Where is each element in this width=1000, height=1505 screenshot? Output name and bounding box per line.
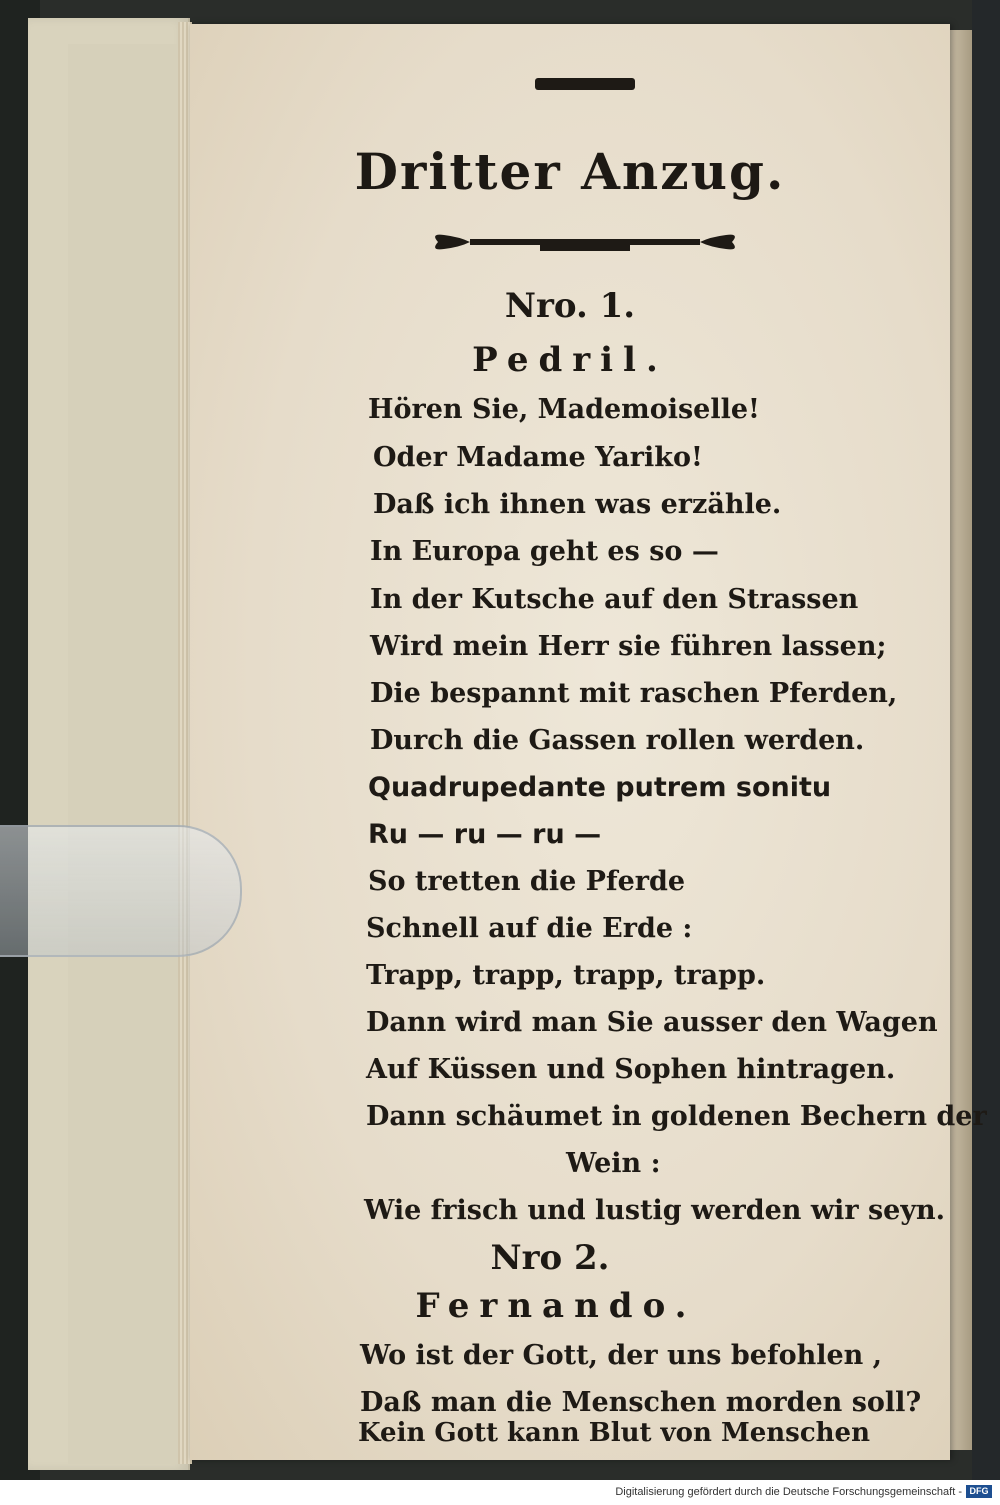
verse-line: Dann wird man Sie ausser den Wagen (366, 1007, 938, 1038)
verse-line-turnover: Wein : (566, 1148, 661, 1179)
book-cover (28, 18, 190, 1470)
verse-line: Daß man die Menschen morden soll? (360, 1387, 922, 1418)
section-number-1: Nro. 1. (504, 286, 636, 326)
verse-line: Durch die Gassen rollen werden. (370, 725, 865, 756)
speaker-name-1: Pedril. (472, 340, 668, 380)
verse-line: Hören Sie, Mademoiselle! (368, 394, 760, 425)
verse-line: Die bespannt mit raschen Pferden, (370, 678, 898, 709)
dfg-logo: DFG (966, 1485, 992, 1498)
verse-line: Oder Madame Yariko! (373, 442, 703, 473)
verse-line: Wo ist der Gott, der uns befohlen , (360, 1340, 883, 1371)
verse-line: In der Kutsche auf den Strassen (370, 584, 859, 615)
verse-line: Kein Gott kann Blut von Menschen (358, 1418, 871, 1448)
footer-credit: Digitalisierung gefördert durch die Deutsche Forschungsgemeinschaft - (615, 1486, 962, 1498)
verse-line: Wie frisch und lustig werden wir seyn. (364, 1195, 946, 1226)
book-board-right (972, 0, 1000, 1480)
page-lower-overlay (190, 24, 950, 1460)
verse-line: Wird mein Herr sie führen lassen; (370, 631, 887, 662)
verse-line: In Europa geht es so — (370, 536, 719, 567)
verse-line: Dann schäumet in goldenen Bechern der (366, 1101, 987, 1132)
page-edge-right (950, 30, 972, 1450)
verse-line: Daß ich ihnen was erzähle. (373, 489, 782, 520)
speaker-name-2: Fernando. (415, 1286, 697, 1326)
verse-line: Schnell auf die Erde : (366, 913, 693, 944)
verse-line: Auf Küssen und Sophen hintragen. (366, 1054, 896, 1085)
act-heading: Dritter Anzug. (354, 142, 786, 201)
verse-line-latin: Quadrupedante putrem sonitu (368, 772, 832, 803)
section-number-2: Nro 2. (490, 1238, 610, 1278)
verse-line: Trapp, trapp, trapp, trapp. (366, 960, 766, 991)
verse-line: So tretten die Pferde (368, 866, 686, 897)
plastic-page-clip (0, 825, 242, 957)
verse-line: Ru — ru — ru — (368, 819, 602, 850)
